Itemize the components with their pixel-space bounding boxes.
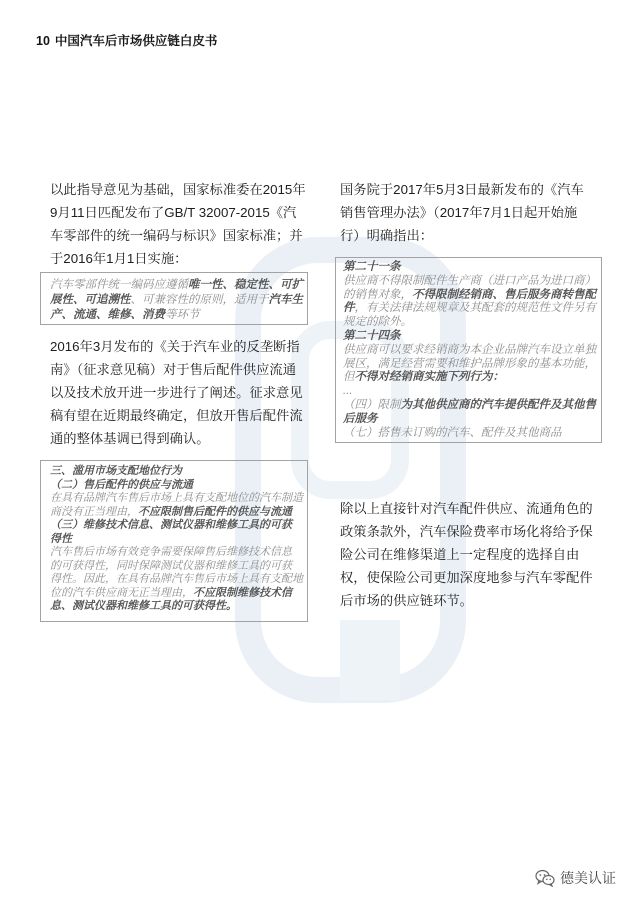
quote-line bbox=[50, 492, 307, 506]
quote-text: （七）搭售未订购的汽车、配件及其他商品 bbox=[343, 426, 562, 439]
quote-line bbox=[50, 506, 307, 520]
quote-line bbox=[50, 293, 307, 308]
quote-emphasis: （三）维修技术信息、测试仪器和维修工具的可获 bbox=[50, 519, 292, 531]
antitrust-quote-box bbox=[40, 460, 308, 622]
quote-line bbox=[50, 600, 307, 614]
quote-line bbox=[343, 289, 601, 303]
quote-line bbox=[343, 358, 601, 372]
quote-emphasis: 不应限制维修技术信 bbox=[193, 586, 292, 599]
quote-line bbox=[343, 427, 601, 441]
paragraph-line: 险公司在维修渠道上一定程度的选择自由 bbox=[340, 547, 580, 562]
quote-emphasis: 不得对经销商实施下列行为： bbox=[354, 371, 504, 384]
quote-text: 的可获得性，同时保障测试仪器和维修工具的可获 bbox=[50, 559, 292, 572]
quote-emphasis: 汽车生 bbox=[268, 294, 303, 306]
quote-subheading bbox=[50, 519, 307, 533]
paragraph-line: 除以上直接针对汽车配件供应、流通角色的 bbox=[340, 501, 593, 516]
quote-line bbox=[50, 278, 307, 293]
quote-emphasis: 唯一性、稳定性、可扩 bbox=[188, 279, 303, 291]
quote-subheading bbox=[50, 479, 307, 493]
quote-line bbox=[343, 399, 601, 413]
quote-text: 商没有正当理由， bbox=[50, 505, 138, 518]
quote-emphasis: 展性、可追溯性 bbox=[50, 294, 131, 306]
paragraph-line: 通的整体基调已得到确认。 bbox=[50, 431, 210, 446]
standard-quote-box bbox=[40, 272, 308, 325]
left-paragraph-1 bbox=[50, 178, 306, 270]
paragraph-line: 车零部件的统一编码与标识》国家标准；并 bbox=[50, 228, 303, 243]
quote-text: 供应商可以要求经销商为本企业品牌汽车设立单独 bbox=[343, 343, 596, 356]
quote-line bbox=[50, 308, 307, 323]
quote-subheading bbox=[50, 533, 307, 547]
paragraph-line: 政策条款外，汽车保险费率市场化将给予保 bbox=[340, 524, 593, 539]
watermark-text: 德美认证 bbox=[560, 870, 616, 886]
left-paragraph-2 bbox=[50, 335, 303, 450]
page-header bbox=[36, 33, 217, 49]
quote-heading bbox=[50, 465, 307, 479]
quote-emphasis: 为其他供应商的汽车提供配件及其他售 bbox=[400, 398, 596, 411]
page-number: 10 bbox=[36, 34, 50, 48]
quote-emphasis: （二）售后配件的供应与流通 bbox=[50, 478, 193, 491]
quote-line bbox=[343, 275, 601, 289]
paragraph-line: 南》（征求意见稿）对于售后配件供应流通 bbox=[50, 362, 296, 377]
paragraph-line: 行）明确指出： bbox=[340, 228, 434, 243]
quote-line bbox=[50, 560, 307, 574]
quote-emphasis: 第二十一条 bbox=[343, 261, 401, 273]
quote-text: 汽车零部件统一编码应遵循 bbox=[50, 279, 188, 291]
quote-line bbox=[343, 344, 601, 358]
quote-text: ... bbox=[343, 385, 353, 398]
quote-emphasis: 三、滥用市场支配地位行为 bbox=[50, 465, 182, 477]
paragraph-line: 稿有望在近期最终确定，但放开售后配件流 bbox=[50, 408, 303, 423]
document-title: 中国汽车后市场供应链白皮书 bbox=[54, 34, 218, 48]
quote-emphasis: 不应限制售后配件的供应与流通 bbox=[138, 505, 292, 518]
quote-line bbox=[343, 316, 601, 330]
quote-text: 汽车售后市场有效竞争需要保障售后维修技术信息 bbox=[50, 546, 292, 558]
quote-text: ，有关法律法规规章及其配套的规范性文件另有 bbox=[354, 302, 596, 315]
quote-text: 但 bbox=[343, 371, 355, 384]
quote-emphasis: 不得限制经销商、售后服务商转售配 bbox=[412, 288, 596, 301]
quote-emphasis: 得性 bbox=[50, 532, 72, 545]
right-paragraph-1 bbox=[340, 178, 584, 247]
quote-text: 展区，满足经营需要和维护品牌形象的基本功能， bbox=[343, 357, 596, 370]
article-heading bbox=[343, 330, 601, 344]
quote-text: 得性。因此，在具有品牌汽车售后市场上具有支配地 bbox=[50, 573, 303, 585]
paragraph-line: 销售管理办法》（2017年7月1日起开始施 bbox=[340, 205, 578, 220]
quote-text: 在具有品牌汽车售后市场上具有支配地位的汽车制造 bbox=[50, 492, 303, 504]
quote-text: 规定的除外。 bbox=[343, 316, 412, 329]
quote-emphasis: 第二十四条 bbox=[343, 329, 401, 342]
quote-line bbox=[343, 371, 601, 385]
article-heading bbox=[343, 261, 601, 275]
paragraph-line: 于2016年1月1日实施： bbox=[50, 251, 188, 266]
quote-emphasis: 后服务 bbox=[343, 412, 378, 425]
quote-text: 的销售对象， bbox=[343, 288, 412, 301]
quote-text: 、可兼容性的原则，适用于 bbox=[130, 294, 269, 306]
quote-line bbox=[50, 573, 307, 587]
footer-watermark bbox=[535, 868, 616, 888]
quote-emphasis: 息、测试仪器和维修工具的可获得性。 bbox=[50, 600, 237, 612]
quote-line bbox=[50, 587, 307, 601]
quote-text: 供应商不得限制配件生产商（进口产品为进口商） bbox=[343, 274, 596, 287]
quote-text: （四）限制 bbox=[343, 398, 401, 411]
quote-text: 等环节 bbox=[165, 309, 200, 321]
paragraph-line: 以及技术放开进一步进行了阐述。征求意见 bbox=[50, 385, 303, 400]
regulation-quote-box bbox=[335, 257, 602, 443]
quote-line bbox=[343, 302, 601, 316]
quote-ellipsis bbox=[343, 385, 601, 399]
right-paragraph-2 bbox=[340, 497, 593, 612]
wechat-icon bbox=[535, 869, 555, 887]
quote-line bbox=[50, 546, 307, 560]
paragraph-line: 权，使保险公司更加深度地参与汽车零配件 bbox=[340, 570, 593, 585]
quote-emphasis: 件 bbox=[343, 302, 355, 315]
paragraph-line: 后市场的供应链环节。 bbox=[340, 593, 473, 608]
paragraph-line: 国务院于2017年5月3日最新发布的《汽车 bbox=[340, 182, 584, 197]
quote-emphasis: 产、流通、维修、消费 bbox=[50, 309, 165, 321]
paragraph-line: 2016年3月发布的《关于汽车业的反垄断指 bbox=[50, 339, 300, 354]
quote-line bbox=[343, 413, 601, 427]
quote-text: 位的汽车供应商无正当理由， bbox=[50, 586, 193, 599]
paragraph-line: 以此指导意见为基础，国家标准委在2015年 bbox=[50, 182, 306, 197]
paragraph-line: 9月11日匹配发布了GB/T 32007-2015《汽 bbox=[50, 205, 297, 220]
